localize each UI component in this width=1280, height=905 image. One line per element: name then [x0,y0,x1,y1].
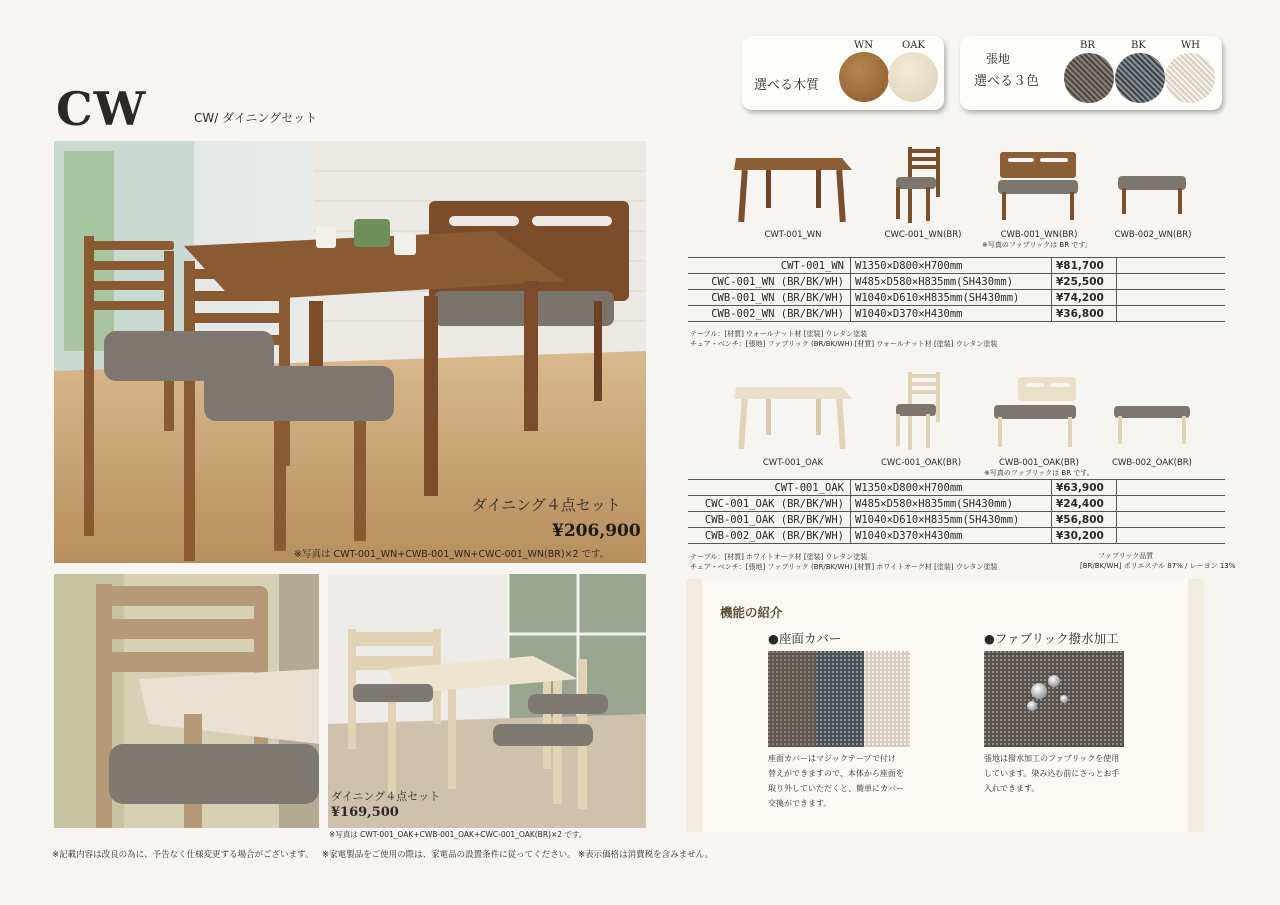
water-repellent-text-1: 張地は撥水加工のファブリックを使用 [984,754,1120,763]
wn-blank-1 [1117,258,1226,274]
footer-note-3: ※表示価格は消費税を含みません。 [578,850,714,860]
oak-bench-low-image [1112,400,1192,450]
water-repellent-heading: ●ファブリック撥水加工 [984,631,1119,646]
oak-model-1: CWT-001_OAK [688,480,851,496]
wn-product-name-1: CWT-001_WN [764,230,822,240]
oak-fabric-note: ※写真のファブリックは BR です。 [984,469,1094,477]
oak-blank-2 [1117,496,1226,512]
oak-product-name-3: CWB-001_OAK(BR) [998,458,1079,468]
water-repellent-text-2: しています。染み込む前にさっとお手 [984,769,1120,778]
table-row [688,306,1225,322]
seat-cover-text-1: 座面カバーはマジックテープで付け [768,754,896,763]
footer-note-1: ※記載内容は改良の為に、予告なく仕様変更する場合がございます。 [52,850,314,860]
features-title: 機能の紹介 [720,605,783,620]
water-repellent-text-3: 入れできます。 [984,784,1040,793]
wn-product-name-2: CWC-001_WN(BR) [884,230,962,240]
oak-blank-4 [1117,528,1226,544]
wood-swatch-box [742,36,944,110]
seat-cover-text-4: 交換ができます。 [768,799,832,808]
oak-set-label: ダイニング４点セット [331,790,441,803]
fabric-quality-title: ファブリック品質 [1098,552,1154,560]
wn-price-1: ¥81,700 [1052,258,1117,274]
wn-price-2: ¥25,500 [1052,274,1117,290]
oak-size-1: W1350×D800×H700mm [851,480,1052,496]
oak-set-price: ¥169,500 [331,805,399,820]
fabric-swatch-box [960,36,1222,110]
oak-photo [328,574,646,828]
wn-size-2: W485×D580×H835mm(SH430mm) [851,274,1052,290]
oak-blank-3 [1117,512,1226,528]
seat-cover-text-2: 替えができますので、本体から座面を [768,769,904,778]
table-row [688,528,1225,544]
wn-model-2: CWC-001_WN (BR/BK/WH) [688,274,851,290]
fabric-code-br: BR [1080,40,1095,51]
oak-material-table: テーブル：[材質] ホワイトオーク材 [塗装] ウレタン塗装 [690,553,868,561]
oak-price-4: ¥30,200 [1052,528,1117,544]
wn-blank-4 [1117,306,1226,322]
seat-cover-heading: ●座面カバー [768,631,842,646]
wn-table-image [730,150,855,225]
wood-swatch-oak [888,52,938,102]
fabric-swatch-wh [1165,53,1215,103]
wn-price-4: ¥36,800 [1052,306,1117,322]
seat-cover-text-3: 取り外していただくと、簡単にカバー [768,784,904,793]
table-row [688,512,1225,528]
oak-spec-table [688,479,1225,544]
oak-product-name-2: CWC-001_OAK(BR) [880,458,962,468]
wn-chair-image [890,145,950,225]
wn-blank-3 [1117,290,1226,306]
oak-table-image [730,383,855,453]
oak-size-2: W485×D580×H835mm(SH430mm) [851,496,1052,512]
oak-blank-1 [1117,480,1226,496]
wood-swatch-wn [839,52,889,102]
wn-model-1: CWT-001_WN [688,258,851,274]
fabric-quality-detail: [BR/BK/WH] ポリエステル 87% / レーヨン 13% [1080,562,1236,570]
oak-price-1: ¥63,900 [1052,480,1117,496]
wn-material-chair: チェア・ベンチ：[張地] ファブリック (BR/BK/WH) [材質] ウォールナット材 [塗装] ウレタン塗装 [690,340,998,348]
features-box [686,579,1204,832]
oak-product-name-4: CWB-002_OAK(BR) [1111,458,1192,468]
seat-cover-swatches [768,651,910,747]
wood-code-wn: WN [854,40,874,51]
oak-price-2: ¥24,400 [1052,496,1117,512]
wn-fabric-note: ※写真のファブリックは BR です。 [982,241,1092,249]
oak-model-4: CWB-002_OAK (BR/BK/WH) [688,528,851,544]
oak-size-4: W1040×D370×H430mm [851,528,1052,544]
detail-photo [54,574,319,828]
series-subtitle: CW/ ダイニングセット [194,111,318,125]
oak-material-chair: チェア・ベンチ：[張地] ファブリック (BR/BK/WH) [材質] ホワイトオーク材 [塗装] ウレタン塗装 [690,563,998,571]
main-set-label: ダイニング４点セット [472,496,621,514]
fabric-label-top: 張地 [986,52,1011,66]
fabric-swatch-br [1064,53,1114,103]
water-drop-icon [1031,683,1047,699]
oak-model-2: CWC-001_OAK (BR/BK/WH) [688,496,851,512]
main-photo [54,141,646,563]
oak-bench-image [992,375,1078,453]
main-set-price: ¥206,900 [552,521,641,541]
fabric-code-wh: WH [1181,40,1200,51]
wn-model-3: CWB-001_WN (BR/BK/WH) [688,290,851,306]
oak-model-3: CWB-001_OAK (BR/BK/WH) [688,512,851,528]
oak-photo-note: ※写真は CWT-001_OAK+CWB-001_OAK+CWC-001_OAK(BR)×2 です。 [329,830,587,839]
features-inner [702,579,1188,832]
wood-code-oak: OAK [902,40,925,51]
fabric-swatch-bk [1115,53,1165,103]
table-row [688,480,1225,496]
wn-blank-2 [1117,274,1226,290]
oak-product-name-1: CWT-001_OAK [762,458,824,468]
wn-bench-low-image [1116,170,1188,220]
wn-spec-table [688,257,1225,322]
wn-price-3: ¥74,200 [1052,290,1117,306]
wn-size-1: W1350×D800×H700mm [851,258,1052,274]
wn-size-3: W1040×D610×H835mm(SH430mm) [851,290,1052,306]
table-row [688,258,1225,274]
wn-product-name-3: CWB-001_WN(BR) [1000,230,1078,240]
wn-bench-image [996,148,1080,223]
oak-chair-image [890,370,950,452]
wn-product-name-4: CWB-002_WN(BR) [1114,230,1192,240]
table-row [688,496,1225,512]
footer-note-2: ※家電製品をご使用の際は、家電品の設置条件に従ってください。 [322,850,576,860]
fabric-label: 選べる３色 [974,74,1040,89]
wood-label: 選べる木質 [754,78,820,93]
table-row [688,274,1225,290]
oak-price-3: ¥56,800 [1052,512,1117,528]
fabric-code-bk: BK [1131,40,1146,51]
water-repellent-image [984,651,1124,747]
wn-size-4: W1040×D370×H430mm [851,306,1052,322]
table-row [688,290,1225,306]
main-photo-note: ※写真は CWT-001_WN+CWB-001_WN+CWC-001_WN(BR)×2 です。 [294,549,610,560]
wn-material-table: テーブル：[材質] ウォールナット材 [塗装] ウレタン塗装 [690,330,868,338]
oak-size-3: W1040×D610×H835mm(SH430mm) [851,512,1052,528]
wn-model-4: CWB-002_WN (BR/BK/WH) [688,306,851,322]
series-title: CW [56,82,147,136]
detail-photo-illustration [54,574,319,828]
